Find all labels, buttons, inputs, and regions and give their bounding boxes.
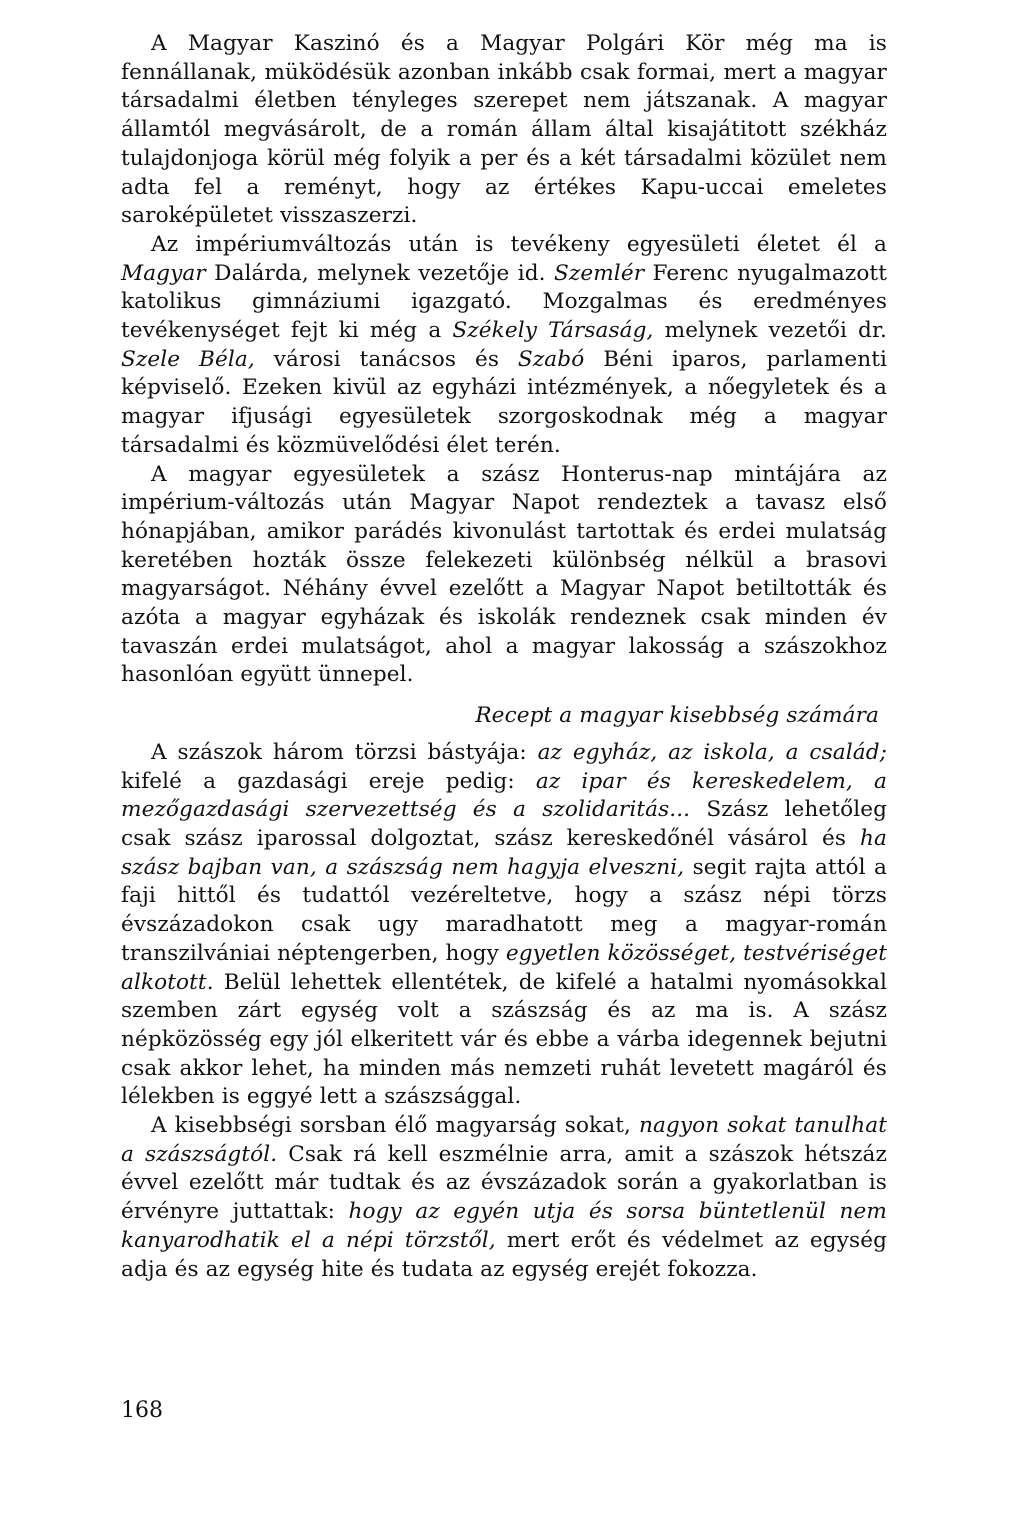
italic-run: hogy az egyén utja és sorsa büntetlenül nem kanyarodhatik el a népi törzstől, xyxy=(121,1199,888,1253)
text-run: Az impériumváltozás után is tevékeny egyesületi életet él a xyxy=(151,231,887,257)
paragraph-dalarda xyxy=(121,231,887,461)
text-run: Csak rá kell eszmélnie arra, amit a szászok hétszáz évvel ezelőtt már tudtak és az évszázadok során a gyakorlatban is érvényre juttattak: xyxy=(121,1141,887,1225)
page-body xyxy=(121,30,887,1284)
text-run: A szászok három törzsi bástyája: xyxy=(151,739,538,765)
page-number: 168 xyxy=(121,1398,163,1423)
italic-run: Székely Társaság, xyxy=(452,318,654,344)
text-run: kifelé a gazdasági ereje pedig: xyxy=(121,768,536,794)
italic-run: egyetlen közösséget, testvériséget alkotott. xyxy=(121,940,888,995)
text-run: mert erőt és védelmet az egység adja és az egység hite és tudata az egység erejét fokozza. xyxy=(121,1227,887,1282)
text-run: segit rajta attól a faji hittől és tudattól vezéreltetve, hogy a szász népi törzs évszázadokon csak ugy maradhatott meg a magyar-román transzilvániai néptengerben, hogy xyxy=(121,854,887,966)
text-run: Szász lehetőleg csak szász iparossal dolgoztat, szász kereskedőnél vásárol és xyxy=(121,797,888,851)
text-run: Belül lehettek ellentétek, de kifelé a hatalmi nyomásokkal szemben zárt egység volt a szászság és az ma is. A szász népközösség egy jól elkeritett vár és ebbe a várba idegennek bejutni csak akkor lehet, ha minden más nemzeti ruhát levetett magáról és lélekben is eggyé lett a szászsággal. xyxy=(121,969,887,1110)
italic-run: Szabó xyxy=(517,346,585,372)
paragraph-magyar-nap: A magyar egyesületek a szász Honterus-nap mintájára az impérium-változás után Magyar Napot rendeztek a tavasz első hónapjában, amikor parádés kivonulást tartottak és erdei mulatság keretében hozták össze felekezeti különbség nélkül a brasovi magyarságot. Néhány évvel ezelőtt a Magyar Napot betiltották és azóta a magyar egyházak és iskolák rendeznek csak minden év tavaszán erdei mulatságot, ahol a magyar lakosság a szászokhoz hasonlóan együtt ünnepel. xyxy=(121,461,887,688)
text-run: A kisebbségi sorsban élő magyarság sokat, xyxy=(151,1113,639,1139)
italic-run: Szele Béla, xyxy=(121,346,255,372)
text-run: melynek vezetői dr. xyxy=(653,318,887,344)
italic-run: az egyház, az iskola, a család; xyxy=(537,739,887,765)
section-heading: Recept a magyar kisebbség számára xyxy=(475,703,879,729)
paragraph-kaszino: A Magyar Kaszinó és a Magyar Polgári Kör még ma is fennállanak, müködésük azonban inkább csak formai, mert a magyar társadalmi életben tényleges szerepet nem játszanak. A magyar államtól megvásárolt, de a román állam által kisajátitott székház tulajdonjoga körül még folyik a per és a két társadalmi közület nem adta fel a reményt, hogy az értékes Kapu-uccai emeletes saroképületet visszaszerzi. xyxy=(121,31,887,229)
italic-run: Szemlér xyxy=(553,260,645,286)
italic-run: az ipar és kereskedelem, a mezőgazdasági szervezettség és a szolidaritás... xyxy=(121,768,887,823)
text-run: Ferenc nyugalmazott katolikus gimnáziumi igazgató. Mozgalmas és eredményes tevékenységet fejt ki még a xyxy=(121,260,887,344)
text-run: városi tanácsos és xyxy=(254,346,518,372)
italic-run: Magyar xyxy=(121,260,206,286)
text-run: Dalárda, melynek vezetője id. xyxy=(205,260,554,286)
paragraph-tanulsag xyxy=(121,1112,887,1284)
italic-run: nagyon sokat tanulhat a szászságtól. xyxy=(121,1113,887,1167)
italic-run: ha szász bajban van, a szászság nem hagyja elveszni, xyxy=(121,825,887,880)
paragraph-szasz-bastyak xyxy=(121,739,887,1112)
text-run: Béni iparos, parlamenti képviselő. Ezeken kivül az egyházi intézmények, a nőegyletek és a magyar ifjusági egyesületek szorgoskodnak még a magyar társadalmi és közmüvelődési élet terén. xyxy=(121,346,888,458)
